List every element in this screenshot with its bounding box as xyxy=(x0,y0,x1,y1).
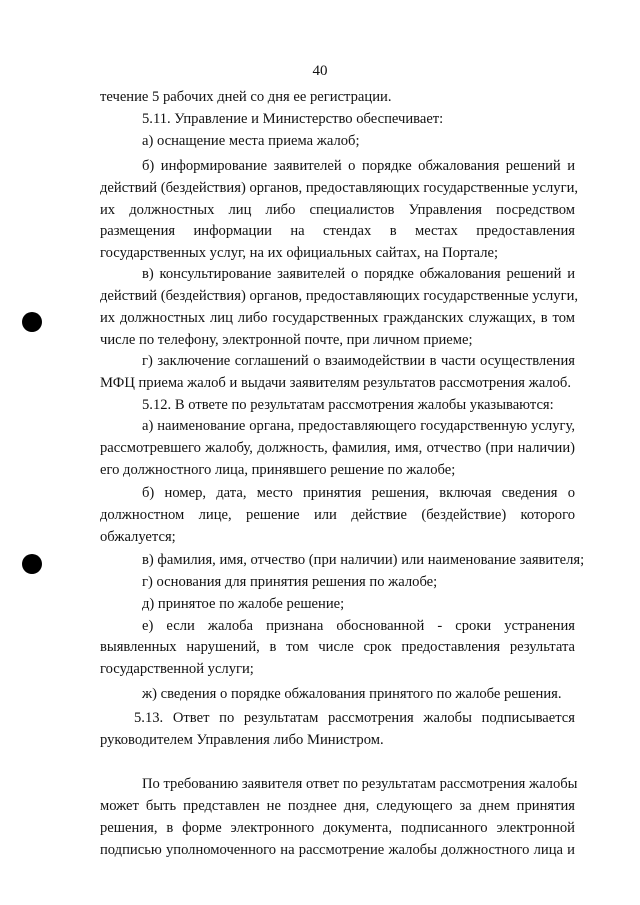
text-line: подписью уполномоченного на рассмотрение жалобы должностного лица и xyxy=(100,842,575,858)
text-line: их должностных лиц либо государственных гражданских служащих, в том xyxy=(100,310,575,326)
binder-hole-top xyxy=(22,312,42,332)
page-number: 40 xyxy=(312,63,328,79)
text-line: обжалуется; xyxy=(100,529,176,545)
text-line: руководителем Управления либо Министром. xyxy=(100,732,384,748)
text-line: решения, в форме электронного документа, подписанного электронной xyxy=(100,820,575,836)
list-item: а) наименование органа, предоставляющего государственную услугу, xyxy=(142,418,575,434)
text-line: действий (бездействия) органов, предоставляющих государственные услуги, xyxy=(100,180,579,196)
text-line: течение 5 рабочих дней со дня ее регистрации. xyxy=(100,89,392,105)
text-line: рассмотревшего жалобу, должность, фамилия, имя, отчество (при наличии) xyxy=(100,440,575,456)
text-line: числе по телефону, электронной почте, при личном приеме; xyxy=(100,332,473,348)
text-line: должностном лице, решение или действие (бездействие) которого xyxy=(100,507,575,523)
paragraph-start: По требованию заявителя ответ по результатам рассмотрения жалобы xyxy=(142,776,578,792)
text-line: его должностного лица, принявшего решение по жалобе; xyxy=(100,462,456,478)
text-line: может быть представлен не позднее дня, следующего за днем принятия xyxy=(100,798,575,814)
binder-hole-bottom xyxy=(22,554,42,574)
list-item: е) если жалоба признана обоснованной - сроки устранения xyxy=(142,618,575,634)
list-item: г) заключение соглашений о взаимодействии в части осуществления xyxy=(142,353,575,369)
list-item: б) номер, дата, место принятия решения, включая сведения о xyxy=(142,485,575,501)
list-item: в) фамилия, имя, отчество (при наличии) или наименование заявителя; xyxy=(142,552,585,568)
text-line: выявленных нарушений, в том числе срок предоставления результата xyxy=(100,639,575,655)
text-line: МФЦ приема жалоб и выдачи заявителям результатов рассмотрения жалоб. xyxy=(100,375,572,391)
list-item: в) консультирование заявителей о порядке обжалования решений и xyxy=(142,266,575,282)
list-item: д) принятое по жалобе решение; xyxy=(142,596,345,612)
list-item: ж) сведения о порядке обжалования принятого по жалобе решения. xyxy=(142,686,562,702)
text-line: действий (бездействия) органов, предоставляющих государственные услуги, xyxy=(100,288,579,304)
paragraph-heading: 5.12. В ответе по результатам рассмотрения жалобы указываются: xyxy=(142,397,554,413)
list-item: а) оснащение места приема жалоб; xyxy=(142,133,360,149)
paragraph-heading: 5.13. Ответ по результатам рассмотрения жалобы подписывается xyxy=(134,710,575,726)
paragraph-heading: 5.11. Управление и Министерство обеспечивает: xyxy=(142,111,444,127)
list-item: б) информирование заявителей о порядке обжалования решений и xyxy=(142,158,575,174)
text-line: их должностных лиц либо специалистов Управления посредством xyxy=(100,202,575,218)
text-line: государственной услуги; xyxy=(100,661,254,677)
list-item: г) основания для принятия решения по жалобе; xyxy=(142,574,438,590)
text-line: размещения информации на стендах в местах предоставления xyxy=(100,223,575,239)
text-line: государственных услуг, на их официальных сайтах, на Портале; xyxy=(100,245,499,261)
